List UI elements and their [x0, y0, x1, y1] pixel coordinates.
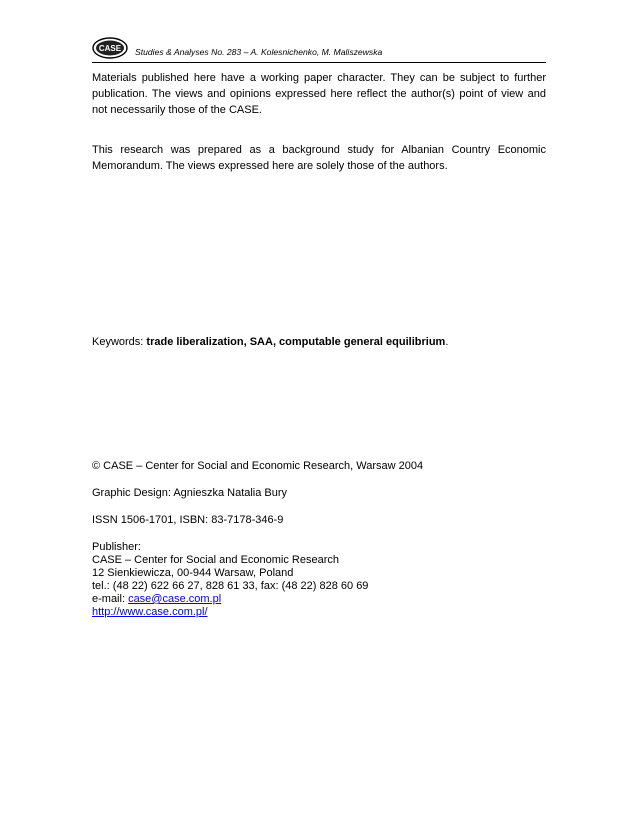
background-note-paragraph: This research was prepared as a background study for Albanian Country Economic Memorandum. The views expressed here are solely those of the authors. [92, 144, 546, 172]
issn-line: ISSN 1506-1701, ISBN: 83-7178-346-9 [92, 514, 284, 526]
keywords-end: . [445, 336, 449, 348]
page-header [92, 35, 546, 63]
publisher-label: Publisher: [92, 541, 141, 553]
logo-text: CASE [98, 44, 122, 53]
publisher-website-line [92, 605, 208, 619]
copyright-line: © CASE – Center for Social and Economic Research, Warsaw 2004 [92, 460, 424, 472]
case-logo-icon [92, 37, 128, 59]
publisher-email-line [92, 592, 221, 606]
website-link[interactable]: http://www.case.com.pl/ [92, 606, 208, 618]
graphic-design-line: Graphic Design: Agnieszka Natalia Bury [92, 487, 288, 499]
disclaimer-paragraph: Materials published here have a working paper character. They can be subject to further publication. The views and opinions expressed here reflect the author(s) point of view and not necessarily those of the CASE. [92, 72, 546, 116]
publisher-name: CASE – Center for Social and Economic Research [92, 554, 340, 566]
keywords-line [92, 335, 448, 349]
publisher-address: 12 Sienkiewicza, 00-944 Warsaw, Poland [92, 567, 294, 579]
keywords-label: Keywords: [92, 336, 147, 348]
publisher-phone: tel.: (48 22) 622 66 27, 828 61 33, fax: (48 22) 828 60 69 [92, 580, 369, 592]
keywords-terms: trade liberalization, SAA, computable general equilibrium [146, 336, 446, 348]
email-label: e-mail: [92, 593, 129, 605]
running-title: Studies & Analyses No. 283 – A. Kolesnichenko, M. Maliszewska [135, 47, 383, 57]
email-link[interactable]: case@case.com.pl [128, 593, 222, 605]
